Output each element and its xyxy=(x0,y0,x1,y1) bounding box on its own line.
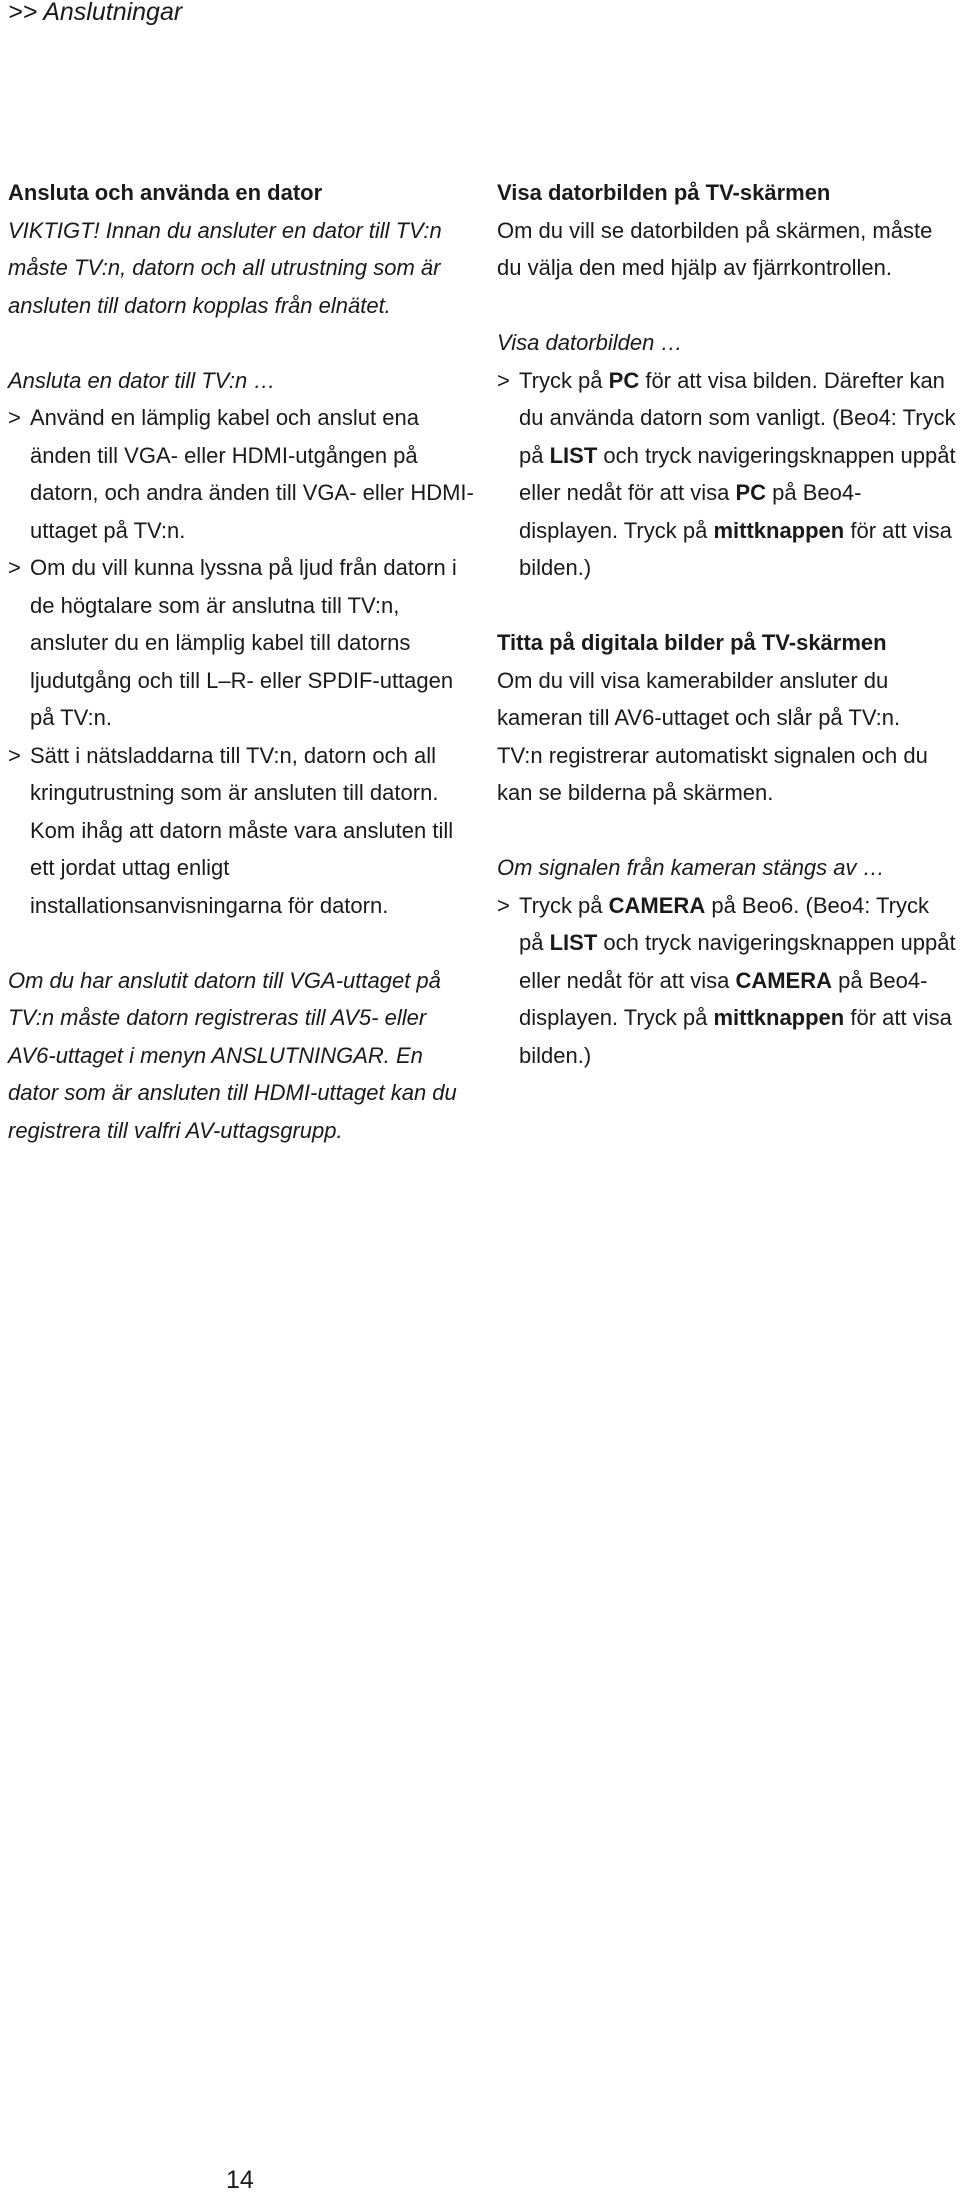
subheading-connect-computer: Ansluta en dator till TV:n … xyxy=(8,367,276,393)
step-text: Sätt i nätsladdarna till TV:n, datorn och all kringutrustning som är ansluten till datorn. xyxy=(30,742,439,805)
spacer xyxy=(497,287,957,325)
grounding-note: Kom ihåg att datorn måste vara ansluten till ett jordat uttag enligt installationsanvisningarna för datorn. xyxy=(30,817,454,918)
right-column xyxy=(497,174,957,1074)
subheading-camera-signal-off: Om signalen från kameran stängs av … xyxy=(497,855,885,880)
camera-body-1: Om du vill visa kamerabilder ansluter du kameran till AV6-uttaget och slår på TV:n. xyxy=(497,667,901,730)
show-computer-body: Om du vill se datorbilden på skärmen, måste du välja den med hjälp av fjärrkontrollen. xyxy=(497,217,933,280)
section-title-digital-pictures: Titta på digitala bilder på TV-skärmen xyxy=(497,630,887,655)
spacer xyxy=(8,924,478,962)
spacer xyxy=(497,812,957,850)
subheading-show-computer: Visa datorbilden … xyxy=(497,330,683,355)
key-center-button: mittknappen xyxy=(713,517,845,543)
spacer xyxy=(8,324,478,362)
bullet-marker: > xyxy=(497,892,510,918)
key-list: LIST xyxy=(549,930,598,955)
step-connect-power xyxy=(8,737,478,812)
bullet-marker: > xyxy=(497,367,510,393)
page-header: >> Anslutningar xyxy=(8,0,183,26)
key-camera: CAMERA xyxy=(608,892,706,918)
section-title-connect-computer: Ansluta och använda en dator xyxy=(8,180,323,205)
step-text: Använd en lämplig kabel och anslut ena änden till VGA- eller HDMI-utgången på datorn, och andra änden till VGA- eller HDMI-uttaget på TV:n. xyxy=(30,405,474,543)
key-pc: PC xyxy=(735,480,767,505)
section-title-show-computer-image: Visa datorbilden på TV-skärmen xyxy=(497,180,831,205)
key-camera: CAMERA xyxy=(735,967,833,993)
key-list: LIST xyxy=(549,442,598,468)
step-press-camera xyxy=(497,887,957,1075)
step-text: Tryck på PC för att visa bilden. Därefter kan du använda datorn som vanligt. (Beo4: Tryck på LIST och tryck navigeringsknappen uppåt eller nedåt för att visa PC på Beo4-displayen. Tryck på mittknappen för att visa bilden.) xyxy=(519,367,956,580)
step-connect-cable xyxy=(8,399,478,549)
page-number: 14 xyxy=(226,2166,254,2194)
key-pc: PC xyxy=(608,367,640,393)
key-center-button: mittknappen xyxy=(713,1005,845,1030)
bullet-marker: > xyxy=(8,742,21,768)
step-text: Om du vill kunna lyssna på ljud från datorn i de högtalare som är anslutna till TV:n, ansluter du en lämplig kabel till datorns ljudutgång och till L–R- eller SPDIF-uttagen på TV:n. xyxy=(30,555,457,730)
camera-body-2: TV:n registrerar automatiskt signalen och du kan se bilderna på skärmen. xyxy=(497,742,928,805)
bullet-marker: > xyxy=(8,555,21,580)
step-text: Tryck på CAMERA på Beo6. (Beo4: Tryck på LIST och tryck navigeringsknappen uppåt eller nedåt för att visa CAMERA på Beo4-displayen. Tryck på mittknappen för att visa bilden.) xyxy=(519,892,956,1068)
spacer xyxy=(497,587,957,625)
step-connect-audio xyxy=(8,549,478,737)
vga-registration-note: Om du har anslutit datorn till VGA-uttaget på TV:n måste datorn registreras till AV5- eller AV6-uttaget i menyn ANSLUTNINGAR. En dator som är ansluten till HDMI-uttaget kan du registrera till valfri AV-uttagsgrupp. xyxy=(8,967,457,1143)
bullet-marker: > xyxy=(8,405,21,430)
left-column xyxy=(8,174,478,1149)
important-warning: VIKTIGT! Innan du ansluter en dator till TV:n måste TV:n, datorn och all utrustning som är ansluten till datorn kopplas från elnätet. xyxy=(8,217,442,318)
step-press-pc xyxy=(497,362,957,587)
